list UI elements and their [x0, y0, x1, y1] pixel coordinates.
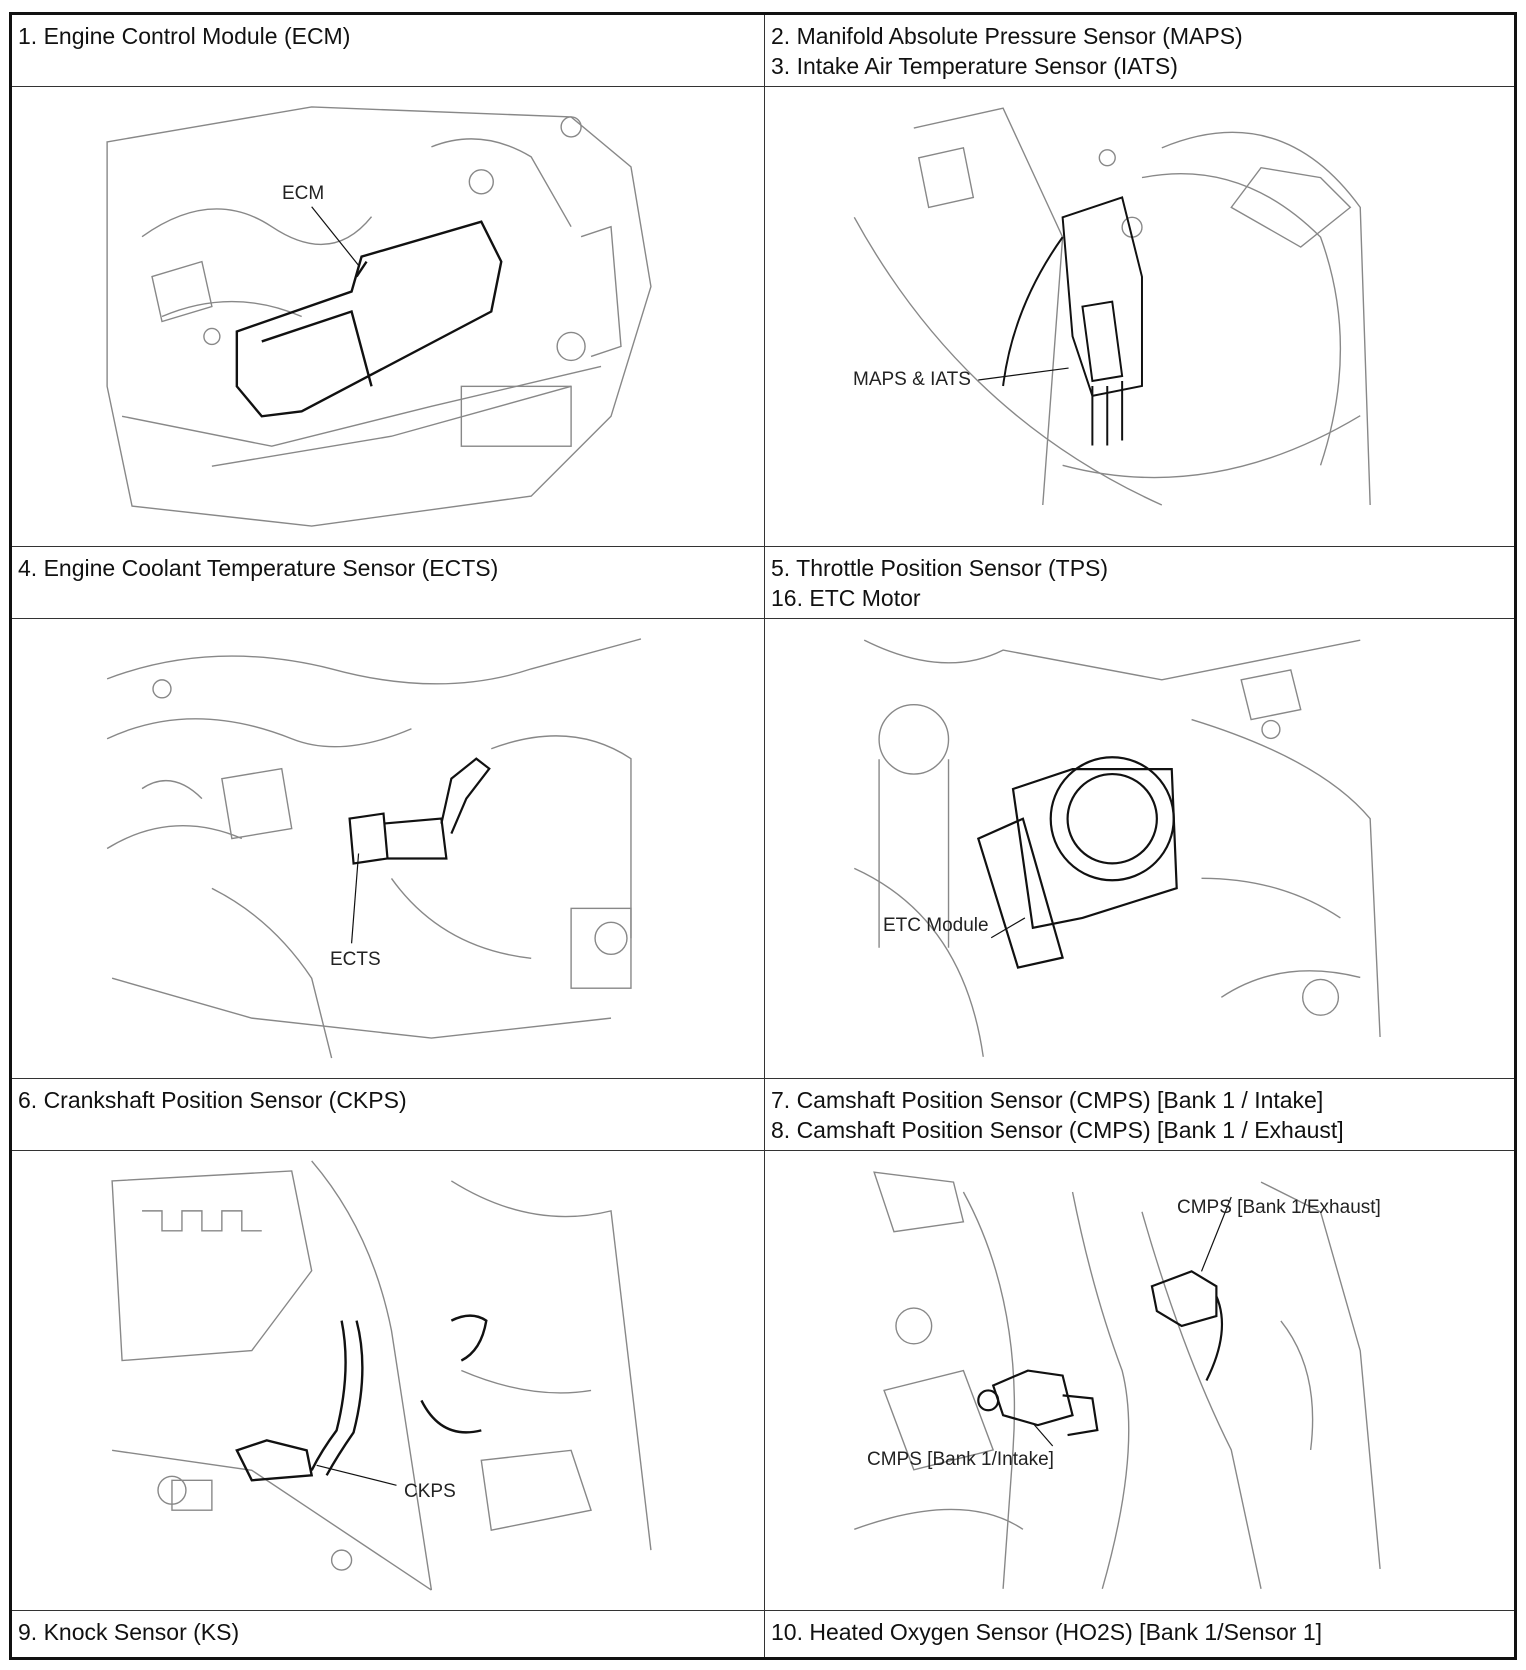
header-row — [12, 15, 1514, 87]
etc-illustration — [765, 619, 1514, 1078]
illustration-row — [12, 1151, 1514, 1611]
component-label: 2. Manifold Absolute Pressure Sensor (MAPS) — [771, 23, 1243, 49]
header-cell — [12, 1079, 765, 1150]
component-label: 4. Engine Coolant Temperature Sensor (ECTS) — [18, 555, 499, 581]
cmps-intake-callout: CMPS [Bank 1/Intake] — [867, 1449, 1054, 1470]
ckps-illustration — [12, 1151, 765, 1610]
header-row — [12, 547, 1514, 619]
component-label: 1. Engine Control Module (ECM) — [18, 23, 351, 49]
component-label: 8. Camshaft Position Sensor (CMPS) [Bank 1 / Exhaust] — [771, 1117, 1344, 1143]
header-row — [12, 1611, 1514, 1657]
component-label: 10. Heated Oxygen Sensor (HO2S) [Bank 1/Sensor 1] — [771, 1619, 1323, 1645]
illustration-row — [12, 619, 1514, 1079]
component-label: 6. Crankshaft Position Sensor (CKPS) — [18, 1087, 407, 1113]
ects-line-drawing — [12, 619, 764, 1078]
component-label: 9. Knock Sensor (KS) — [18, 1619, 240, 1645]
component-label: 16. ETC Motor — [771, 585, 921, 611]
maps-iats-line-drawing — [765, 87, 1514, 546]
header-cell — [765, 547, 1514, 618]
illustration-row — [12, 87, 1514, 547]
ects-illustration — [12, 619, 765, 1078]
cmps-illustration — [765, 1151, 1514, 1610]
component-label: 5. Throttle Position Sensor (TPS) — [771, 555, 1109, 581]
etc-module-callout: ETC Module — [883, 915, 989, 936]
header-cell — [765, 1079, 1514, 1150]
header-cell — [765, 15, 1514, 86]
ckps-callout: CKPS — [404, 1481, 456, 1502]
sensor-location-table — [9, 12, 1517, 1660]
header-cell — [765, 1611, 1514, 1657]
etc-line-drawing — [765, 619, 1514, 1078]
cmps-line-drawing — [765, 1151, 1514, 1610]
component-label: 7. Camshaft Position Sensor (CMPS) [Bank 1 / Intake] — [771, 1087, 1324, 1113]
ecm-illustration — [12, 87, 765, 546]
maps-iats-illustration — [765, 87, 1514, 546]
ecm-callout: ECM — [282, 183, 325, 204]
header-row — [12, 1079, 1514, 1151]
ecm-line-drawing — [12, 87, 764, 546]
header-cell — [12, 547, 765, 618]
component-label: 3. Intake Air Temperature Sensor (IATS) — [771, 53, 1178, 79]
cmps-exhaust-callout: CMPS [Bank 1/Exhaust] — [1177, 1197, 1381, 1218]
ckps-line-drawing — [12, 1151, 764, 1610]
ects-callout: ECTS — [330, 949, 381, 970]
header-cell — [12, 1611, 765, 1657]
header-cell — [12, 15, 765, 86]
maps-iats-callout: MAPS & IATS — [853, 369, 971, 390]
